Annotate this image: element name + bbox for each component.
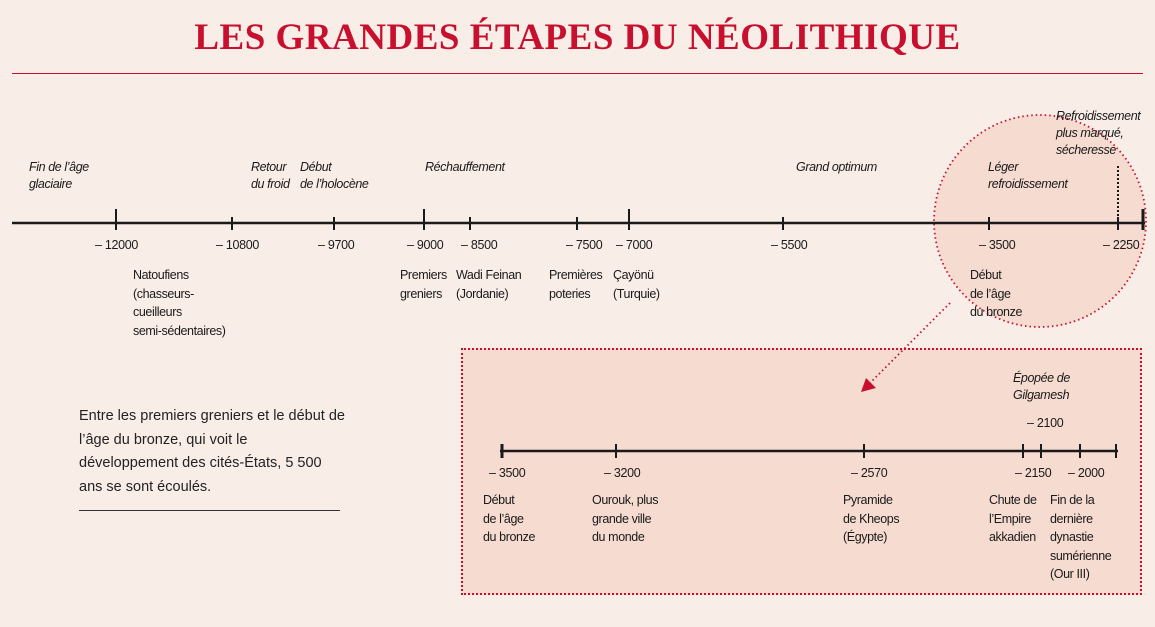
detail-year-label: – 2100 (1027, 416, 1064, 430)
event-wadi-feinan: Wadi Feinan (Jordanie) (456, 268, 522, 301)
event-debut-age-bronze: Début de l’âge du bronze (970, 268, 1022, 319)
event-premieres-poteries: Premières poteries (549, 268, 603, 301)
year-label: – 5500 (771, 238, 808, 252)
event-natoufiens: Natoufiens (chasseurs- cueilleurs semi-sédentaires) (133, 268, 226, 338)
event-refroidissement-secheresse: Refroidissement plus marqué, sécheresse (1056, 109, 1141, 157)
page-title: LES GRANDES ÉTAPES DU NÉOLITHIQUE (194, 17, 961, 58)
year-label: – 12000 (95, 238, 139, 252)
detail-year-label: – 3200 (604, 466, 641, 480)
detail-year-label: – 2000 (1068, 466, 1105, 480)
event-premiers-greniers: Premiers greniers (400, 268, 447, 301)
year-label: – 9000 (407, 238, 444, 252)
detail-event-gilgamesh: Épopée de Gilgamesh (1013, 371, 1070, 402)
event-debut-holocene: Début de l’holocène (300, 160, 369, 191)
year-label: – 8500 (461, 238, 498, 252)
year-label: – 2250 (1103, 238, 1140, 252)
detail-event-our-iii: Fin de la dernière dynastie sumérienne (Our III) (1050, 493, 1112, 581)
detail-event-chute-akkad: Chute de l’Empire akkadien (989, 493, 1037, 544)
year-label: – 7000 (616, 238, 653, 252)
event-leger-refroidissement: Léger refroidissement (988, 160, 1068, 191)
year-label: – 3500 (979, 238, 1016, 252)
detail-year-label: – 2570 (851, 466, 888, 480)
year-label: – 7500 (566, 238, 603, 252)
zoom-arrow-line (870, 303, 950, 383)
event-grand-optimum: Grand optimum (796, 160, 877, 174)
event-retour-du-froid: Retour du froid (251, 160, 290, 191)
detail-event-debut-bronze: Début de l’âge du bronze (483, 493, 535, 544)
detail-year-label: – 3500 (489, 466, 526, 480)
event-fin-age-glaciaire: Fin de l’âge glaciaire (29, 160, 89, 191)
detail-event-kheops: Pyramide de Kheops (Égypte) (843, 493, 900, 544)
detail-year-label: – 2150 (1015, 466, 1052, 480)
event-rechauffement: Réchauffement (425, 160, 505, 174)
event-cayonu: Çayönü (Turquie) (613, 268, 660, 301)
detail-event-ourouk: Ourouk, plus grande ville du monde (592, 493, 659, 544)
year-label: – 10800 (216, 238, 260, 252)
summary-divider (79, 510, 340, 511)
year-label: – 9700 (318, 238, 355, 252)
summary-text: Entre les premiers greniers et le début de l’âge du bronze, qui voit le développement des cités-États, 5 500 ans se sont écoulés. (79, 408, 345, 495)
